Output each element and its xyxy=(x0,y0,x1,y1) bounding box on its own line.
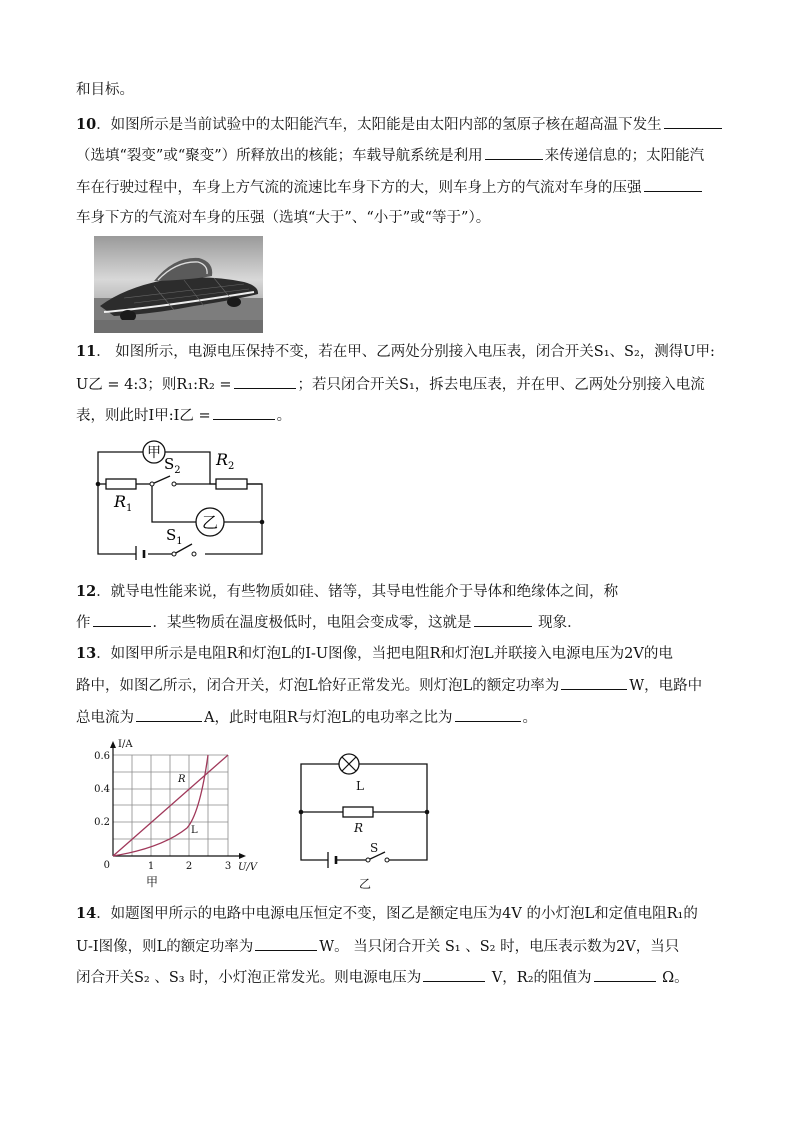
q11-text-2b: ；若只闭合开关S₁，拆去电压表，并在甲、乙两处分别接入电流 xyxy=(297,377,705,393)
q12-number: 12 xyxy=(76,583,97,600)
q13-blank-2[interactable] xyxy=(136,707,202,722)
q12-blank-1[interactable] xyxy=(93,612,151,627)
circuit-caption: 乙 xyxy=(358,877,372,891)
q12-line2 xyxy=(76,612,582,633)
x-tick-2: 2 xyxy=(185,861,193,872)
q12-text-2a: 作 xyxy=(76,615,91,631)
r-line xyxy=(113,755,228,856)
q13-text-2a: 路中，如图乙所示，闭合开关，灯泡L恰好正常发光。则灯泡L的额定功率为 xyxy=(76,678,560,694)
q10-text-1: ．如图所示是当前试验中的太阳能汽车，太阳能是由太阳内部的氢原子核在超高温下发生 xyxy=(96,117,662,133)
q11-blank-1[interactable] xyxy=(234,374,296,389)
l-label: L xyxy=(191,825,198,836)
q10-blank-2[interactable] xyxy=(485,145,543,160)
q10-blank-3[interactable] xyxy=(644,177,702,192)
q13-iu-graph xyxy=(92,738,264,892)
q10-line2 xyxy=(76,145,704,166)
q13-text-3b: A，此时电阻R与灯泡L的电功率之比为 xyxy=(204,710,453,726)
q10-line3 xyxy=(76,177,704,198)
q11-line2 xyxy=(76,374,705,395)
r1-label: $R_1$ xyxy=(114,492,133,514)
l-curve xyxy=(113,755,208,856)
q12-blank-2[interactable] xyxy=(474,612,532,627)
yi-label: 乙 xyxy=(201,513,219,532)
q13-text-1: ．如图甲所示是电阻R和灯泡L的I-U图像，当把电阻R和灯泡L并联接入电源电压为2V的电 xyxy=(96,646,673,662)
q14-number: 14 xyxy=(76,905,97,922)
q14-blank-1[interactable] xyxy=(255,936,317,951)
q14-line3 xyxy=(76,967,689,988)
q13-line2 xyxy=(76,675,702,696)
q10-line1 xyxy=(76,114,724,135)
s2-label: $S_2$ xyxy=(164,455,181,476)
q14-text-3c: Ω。 xyxy=(657,970,689,986)
q13-text-3a: 总电流为 xyxy=(76,710,134,726)
x-tick-1: 1 xyxy=(147,861,155,872)
q10-line4: 车身下方的气流对车身的压强（选填“大于”、“小于”或“等于”）。 xyxy=(76,210,491,226)
q11-blank-2[interactable] xyxy=(213,405,275,420)
q13-blank-3[interactable] xyxy=(455,707,521,722)
q11-circuit-diagram xyxy=(92,436,272,560)
graph-caption: 甲 xyxy=(145,875,159,889)
q11-text-3b: 。 xyxy=(276,408,292,424)
y-tick-0.4: 0.4 xyxy=(94,784,110,795)
q13-number: 13 xyxy=(76,645,97,662)
q10-number: 10 xyxy=(76,116,97,133)
q13-text-2b: W，电路中 xyxy=(629,678,703,694)
q13-blank-1[interactable] xyxy=(561,675,627,690)
q14-blank-3[interactable] xyxy=(594,967,656,982)
q11-text-2a: U乙 = 4:3；则R₁:R₂ = xyxy=(76,377,232,393)
q10-text-2a: （选填“裂变”或“聚变”）所释放出的核能；车载导航系统是利用 xyxy=(76,148,483,164)
q13-text-3c: 。 xyxy=(522,710,538,726)
s1-label: $S_1$ xyxy=(166,526,183,547)
solar-car-photo xyxy=(94,236,263,333)
q14-text-2a: U-I图像，则L的额定功率为 xyxy=(76,939,254,955)
q14-line2 xyxy=(76,936,679,957)
x-axis-label: U/V xyxy=(238,862,258,873)
q13-line1 xyxy=(76,644,673,664)
r-label: R xyxy=(178,774,186,785)
y-tick-0.2: 0.2 xyxy=(94,817,110,828)
q11-number: 11 xyxy=(76,343,97,360)
q11-line1 xyxy=(76,342,715,362)
q14-line1 xyxy=(76,904,698,924)
q14-text-3b: V，R₂的阻值为 xyxy=(487,970,592,986)
q14-text-3a: 闭合开关S₂ 、S₃ 时，小灯泡正常发光。则电源电压为 xyxy=(76,970,422,986)
q12-line1 xyxy=(76,582,618,602)
q14-text-2b: W。 当只闭合开关 S₁ 、S₂ 时，电压表示数为2V，当只 xyxy=(319,939,680,955)
y-axis-label: I/A xyxy=(118,739,133,750)
q11-text-3a: 表，则此时I甲:I乙 = xyxy=(76,408,211,424)
r2-label: $R_2$ xyxy=(216,450,235,472)
q11-text-1: ． 如图所示，电源电压保持不变，若在甲、乙两处分别接入电压表，闭合开关S₁、S₂，测得U甲: xyxy=(96,344,715,360)
q14-text-1: ．如题图甲所示的电路中电源电压恒定不变，图乙是额定电压为4V 的小灯泡L和定值电阻R₁的 xyxy=(96,906,698,922)
q13-circuit-diagram xyxy=(296,748,432,894)
origin-label: 0 xyxy=(103,860,110,871)
q12-text-2c: 现象． xyxy=(533,615,582,631)
x-tick-3: 3 xyxy=(224,861,232,872)
q10-text-2b: 来传递信息的；太阳能汽 xyxy=(544,148,705,164)
q10-blank-1[interactable] xyxy=(664,114,722,129)
jia-label: 甲 xyxy=(147,445,161,461)
lamp-label: L xyxy=(356,779,364,793)
q9-tail: 和目标。 xyxy=(76,82,134,98)
q13-line3 xyxy=(76,707,537,728)
q11-line3 xyxy=(76,405,291,426)
q14-blank-2[interactable] xyxy=(423,967,485,982)
q10-text-3a: 车在行驶过程中，车身上方气流的流速比车身下方的大，则车身上方的气流对车身的压强 xyxy=(76,180,642,196)
y-tick-0.6: 0.6 xyxy=(94,751,110,762)
q12-text-1: ．就导电性能来说，有些物质如硅、锗等，其导电性能介于导体和绝缘体之间，称 xyxy=(96,584,619,600)
switch-label: S xyxy=(370,841,379,855)
q12-text-2b: ．某些物质在温度极低时，电阻会变成零，这就是 xyxy=(152,615,472,631)
resistor-label: R xyxy=(354,821,364,835)
